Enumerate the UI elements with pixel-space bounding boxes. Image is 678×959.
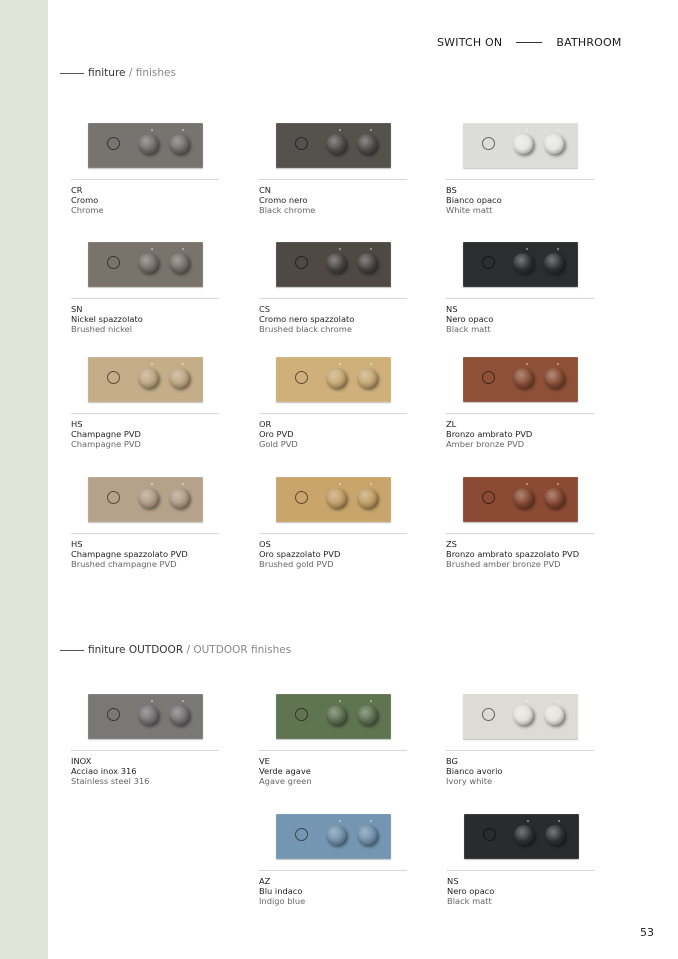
button-ring-icon <box>295 828 308 841</box>
indicator-dot <box>526 483 528 485</box>
finish-name-english: Amber bronze PVD <box>446 439 525 449</box>
divider <box>259 750 407 751</box>
control-panel-swatch <box>276 242 391 287</box>
indicator-dot <box>527 820 529 822</box>
knob-icon <box>513 488 533 508</box>
control-panel-swatch <box>463 123 578 168</box>
title-italian: finiture OUTDOOR <box>88 644 184 656</box>
finish-code: ZL <box>446 419 457 429</box>
title-english: OUTDOOR finishes <box>193 644 292 656</box>
knob-icon <box>544 488 564 508</box>
button-ring-icon <box>107 137 120 150</box>
knob-icon <box>326 705 346 725</box>
knob-icon <box>357 253 377 273</box>
knob-icon <box>544 368 564 388</box>
button-ring-icon <box>295 137 308 150</box>
finish-name-english: Champagne PVD <box>71 439 141 449</box>
indicator-dot <box>151 248 153 250</box>
button-ring-icon <box>482 137 495 150</box>
control-panel-swatch <box>88 694 203 739</box>
finish-name-italian: Nero opaco <box>446 314 494 324</box>
indicator-dot <box>182 483 184 485</box>
indicator-dot <box>526 363 528 365</box>
indicator-dot <box>151 129 153 131</box>
finish-code: BS <box>446 185 457 195</box>
divider <box>446 298 594 299</box>
button-ring-icon <box>295 256 308 269</box>
control-panel-swatch <box>88 123 203 168</box>
indicator-dot <box>339 483 341 485</box>
button-ring-icon <box>107 491 120 504</box>
indicator-dot <box>151 363 153 365</box>
finish-code: CN <box>259 185 271 195</box>
knob-icon <box>357 488 377 508</box>
finish-name-italian: Champagne spazzolato PVD <box>71 549 188 559</box>
indicator-dot <box>151 700 153 702</box>
button-ring-icon <box>107 256 120 269</box>
finish-code: VE <box>259 756 270 766</box>
finish-name-italian: Champagne PVD <box>71 429 141 439</box>
finish-name-italian: Nero opaco <box>447 886 495 896</box>
page-number: 53 <box>640 926 654 939</box>
finish-name-italian: Oro PVD <box>259 429 294 439</box>
finish-name-italian: Bianco opaco <box>446 195 502 205</box>
knob-icon <box>357 825 377 845</box>
divider <box>259 533 407 534</box>
finish-code: AZ <box>259 876 271 886</box>
finish-name-english: Brushed amber bronze PVD <box>446 559 561 569</box>
divider <box>71 413 219 414</box>
finish-code: BG <box>446 756 458 766</box>
control-panel-swatch <box>276 814 391 859</box>
button-ring-icon <box>483 828 496 841</box>
indicator-dot <box>182 700 184 702</box>
indicator-dot <box>370 129 372 131</box>
indicator-dot <box>339 820 341 822</box>
finish-name-english: Brushed champagne PVD <box>71 559 177 569</box>
divider <box>259 413 407 414</box>
button-ring-icon <box>107 371 120 384</box>
indicator-dot <box>182 129 184 131</box>
knob-icon <box>326 488 346 508</box>
finish-name-english: Gold PVD <box>259 439 298 449</box>
knob-icon <box>513 705 533 725</box>
indicator-dot <box>339 248 341 250</box>
indicator-dot <box>557 483 559 485</box>
control-panel-swatch <box>276 357 391 402</box>
indicator-dot <box>557 363 559 365</box>
finish-name-english: Brushed black chrome <box>259 324 352 334</box>
finish-name-italian: Verde agave <box>259 766 311 776</box>
control-panel-swatch <box>276 477 391 522</box>
indicator-dot <box>370 363 372 365</box>
indicator-dot <box>370 483 372 485</box>
button-ring-icon <box>482 371 495 384</box>
knob-icon <box>169 368 189 388</box>
header-right: BATHROOM <box>556 36 622 49</box>
knob-icon <box>326 825 346 845</box>
knob-icon <box>138 368 158 388</box>
divider <box>71 298 219 299</box>
title-italian: finiture <box>88 67 126 79</box>
indicator-dot <box>557 248 559 250</box>
divider <box>447 870 595 871</box>
finish-code: OS <box>259 539 271 549</box>
knob-icon <box>514 825 534 845</box>
finish-name-english: White matt <box>446 205 493 215</box>
control-panel-swatch <box>276 694 391 739</box>
divider <box>71 179 219 180</box>
indicator-dot <box>370 248 372 250</box>
finish-name-italian: Cromo <box>71 195 99 205</box>
finish-name-italian: Acciao inox 316 <box>71 766 137 776</box>
indicator-dot <box>526 129 528 131</box>
title-dash <box>60 650 84 651</box>
divider <box>259 870 407 871</box>
knob-icon <box>544 134 564 154</box>
control-panel-swatch <box>88 357 203 402</box>
knob-icon <box>326 134 346 154</box>
divider <box>259 179 407 180</box>
divider <box>446 179 594 180</box>
finish-code: CS <box>259 304 271 314</box>
finish-name-italian: Nickel spazzolato <box>71 314 143 324</box>
knob-icon <box>513 368 533 388</box>
finish-name-italian: Cromo nero spazzolato <box>259 314 355 324</box>
header-divider <box>516 42 542 43</box>
knob-icon <box>169 488 189 508</box>
finish-code: INOX <box>71 756 92 766</box>
side-color-band <box>0 0 48 959</box>
finish-code: HS <box>71 539 83 549</box>
finish-name-english: Indigo blue <box>259 896 306 906</box>
knob-icon <box>169 134 189 154</box>
finish-code: HS <box>71 419 83 429</box>
indicator-dot <box>339 700 341 702</box>
finish-name-english: Stainless steel 316 <box>71 776 150 786</box>
title-separator: / <box>186 644 191 656</box>
control-panel-swatch <box>463 357 578 402</box>
knob-icon <box>138 134 158 154</box>
knob-icon <box>544 253 564 273</box>
button-ring-icon <box>295 708 308 721</box>
divider <box>446 533 594 534</box>
divider <box>71 750 219 751</box>
finish-code: SN <box>71 304 83 314</box>
finish-name-english: Ivory white <box>446 776 493 786</box>
finish-name-english: Black matt <box>446 324 491 334</box>
title-separator: / <box>128 67 133 79</box>
title-dash <box>60 73 84 74</box>
section-title-finishes <box>60 67 176 79</box>
control-panel-swatch <box>463 477 578 522</box>
indicator-dot <box>557 129 559 131</box>
finish-name-english: Black chrome <box>259 205 316 215</box>
knob-icon <box>326 368 346 388</box>
finish-name-english: Chrome <box>71 205 104 215</box>
knob-icon <box>138 705 158 725</box>
indicator-dot <box>557 700 559 702</box>
indicator-dot <box>526 700 528 702</box>
knob-icon <box>357 368 377 388</box>
header-left: SWITCH ON <box>437 36 503 49</box>
knob-icon <box>513 253 533 273</box>
knob-icon <box>138 253 158 273</box>
finish-code: OR <box>259 419 272 429</box>
finish-name-italian: Cromo nero <box>259 195 308 205</box>
button-ring-icon <box>295 371 308 384</box>
knob-icon <box>513 134 533 154</box>
indicator-dot <box>370 700 372 702</box>
finish-name-english: Agave green <box>259 776 312 786</box>
button-ring-icon <box>482 491 495 504</box>
finish-code: NS <box>447 876 459 886</box>
indicator-dot <box>370 820 372 822</box>
finish-name-english: Brushed nickel <box>71 324 132 334</box>
knob-icon <box>138 488 158 508</box>
button-ring-icon <box>482 256 495 269</box>
finish-code: ZS <box>446 539 457 549</box>
finish-name-italian: Bronzo ambrato spazzolato PVD <box>446 549 580 559</box>
control-panel-swatch <box>88 477 203 522</box>
page-header <box>437 36 622 49</box>
control-panel-swatch <box>276 123 391 168</box>
button-ring-icon <box>107 708 120 721</box>
finish-name-english: Black matt <box>447 896 492 906</box>
control-panel-swatch <box>88 242 203 287</box>
control-panel-swatch <box>463 242 578 287</box>
knob-icon <box>326 253 346 273</box>
control-panel-swatch <box>463 694 578 739</box>
finish-name-italian: Bronzo ambrato PVD <box>446 429 533 439</box>
knob-icon <box>357 705 377 725</box>
finish-code: NS <box>446 304 458 314</box>
button-ring-icon <box>482 708 495 721</box>
button-ring-icon <box>295 491 308 504</box>
control-panel-swatch <box>464 814 579 859</box>
section-title-outdoor-finishes <box>60 644 291 656</box>
finish-name-italian: Bianco avorio <box>446 766 503 776</box>
indicator-dot <box>182 248 184 250</box>
indicator-dot <box>151 483 153 485</box>
finish-name-italian: Blu indaco <box>259 886 303 896</box>
knob-icon <box>544 705 564 725</box>
divider <box>71 533 219 534</box>
divider <box>446 413 594 414</box>
finish-code: CR <box>71 185 83 195</box>
indicator-dot <box>182 363 184 365</box>
divider <box>446 750 594 751</box>
title-english: finishes <box>135 67 176 79</box>
knob-icon <box>357 134 377 154</box>
finish-name-italian: Oro spazzolato PVD <box>259 549 341 559</box>
indicator-dot <box>526 248 528 250</box>
indicator-dot <box>339 129 341 131</box>
indicator-dot <box>558 820 560 822</box>
knob-icon <box>169 705 189 725</box>
knob-icon <box>169 253 189 273</box>
indicator-dot <box>339 363 341 365</box>
divider <box>259 298 407 299</box>
knob-icon <box>545 825 565 845</box>
finish-name-english: Brushed gold PVD <box>259 559 334 569</box>
